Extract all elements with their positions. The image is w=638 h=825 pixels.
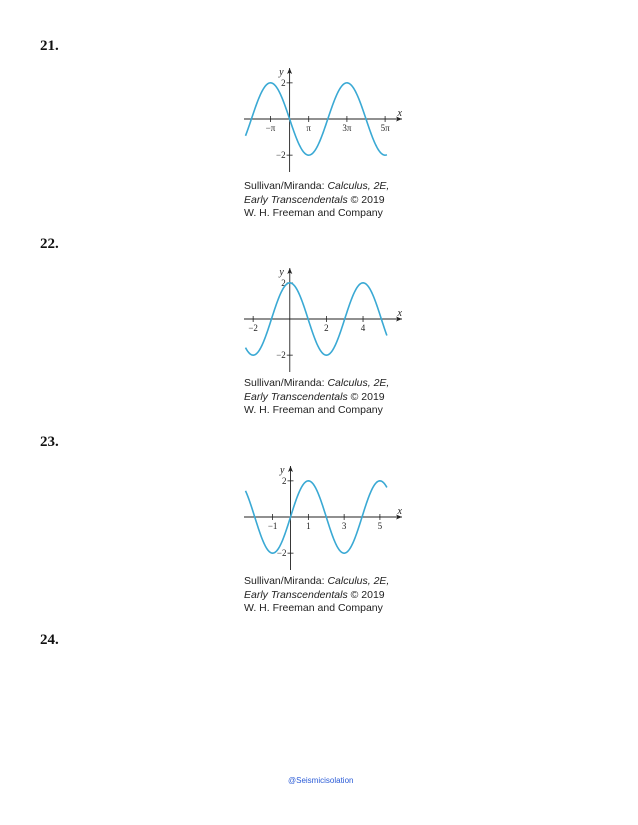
graph-22 — [236, 266, 406, 384]
graph-23 — [236, 464, 406, 582]
caption-23 — [244, 575, 444, 616]
y-tick-label: 2 — [281, 77, 286, 88]
x-axis-label: x — [397, 108, 402, 119]
problem-number-23: 23. — [40, 434, 59, 450]
caption-line3: W. H. Freeman and Company — [244, 404, 383, 416]
problem-number-24: 24. — [40, 632, 59, 648]
x-tick-label: 3π — [342, 123, 352, 133]
y-tick-label: −2 — [276, 548, 287, 559]
y-tick-label: −2 — [276, 150, 286, 161]
x-tick-label: 5π — [380, 123, 390, 133]
x-tick-label: −1 — [267, 521, 278, 531]
x-tick-label: −2 — [248, 323, 258, 333]
y-axis-label: y — [280, 465, 285, 476]
x-tick-label: 5 — [377, 521, 383, 531]
caption-line2-italic: Early Transcendentals — [244, 193, 348, 206]
y-axis-label: y — [279, 267, 284, 278]
x-tick-label: 3 — [341, 521, 347, 531]
caption-line2-rest: © 2019 — [347, 193, 385, 206]
y-axis-label: y — [279, 67, 284, 78]
graph-22-svg — [236, 266, 406, 374]
y-tick-label: 2 — [281, 277, 286, 288]
x-tick-label: 2 — [324, 323, 329, 333]
x-tick-label: −π — [265, 123, 276, 133]
graph-23-svg — [236, 464, 406, 572]
caption-line3: W. H. Freeman and Company — [244, 207, 383, 219]
caption-line2-rest: © 2019 — [347, 390, 385, 403]
caption-22 — [244, 377, 444, 418]
problem-number-22: 22. — [40, 236, 59, 252]
caption-line1-italic: Calculus, 2E, — [327, 180, 390, 192]
caption-line1-prefix: Sullivan/Miranda: — [244, 180, 328, 192]
caption-line2-rest: © 2019 — [347, 588, 385, 601]
caption-line2-italic: Early Transcendentals — [244, 588, 348, 601]
x-tick-label: π — [306, 123, 311, 133]
y-tick-label: −2 — [276, 350, 286, 361]
caption-21 — [244, 180, 444, 221]
caption-line1-prefix: Sullivan/Miranda: — [244, 377, 328, 389]
x-tick-label: 1 — [306, 521, 311, 531]
graph-21 — [236, 66, 406, 184]
x-tick-label: 4 — [360, 323, 366, 333]
graph-21-svg — [236, 66, 406, 174]
caption-line1-italic: Calculus, 2E, — [327, 377, 390, 389]
caption-line3: W. H. Freeman and Company — [244, 602, 383, 614]
caption-line1-italic: Calculus, 2E, — [327, 575, 390, 587]
footer-credit[interactable]: @Seismicisolation — [288, 776, 354, 785]
problem-number-21: 21. — [40, 38, 59, 54]
caption-line2-italic: Early Transcendentals — [244, 390, 348, 403]
y-tick-label: 2 — [281, 475, 287, 486]
caption-line1-prefix: Sullivan/Miranda: — [244, 575, 328, 587]
x-axis-label: x — [397, 506, 402, 517]
x-axis-label: x — [397, 308, 402, 319]
